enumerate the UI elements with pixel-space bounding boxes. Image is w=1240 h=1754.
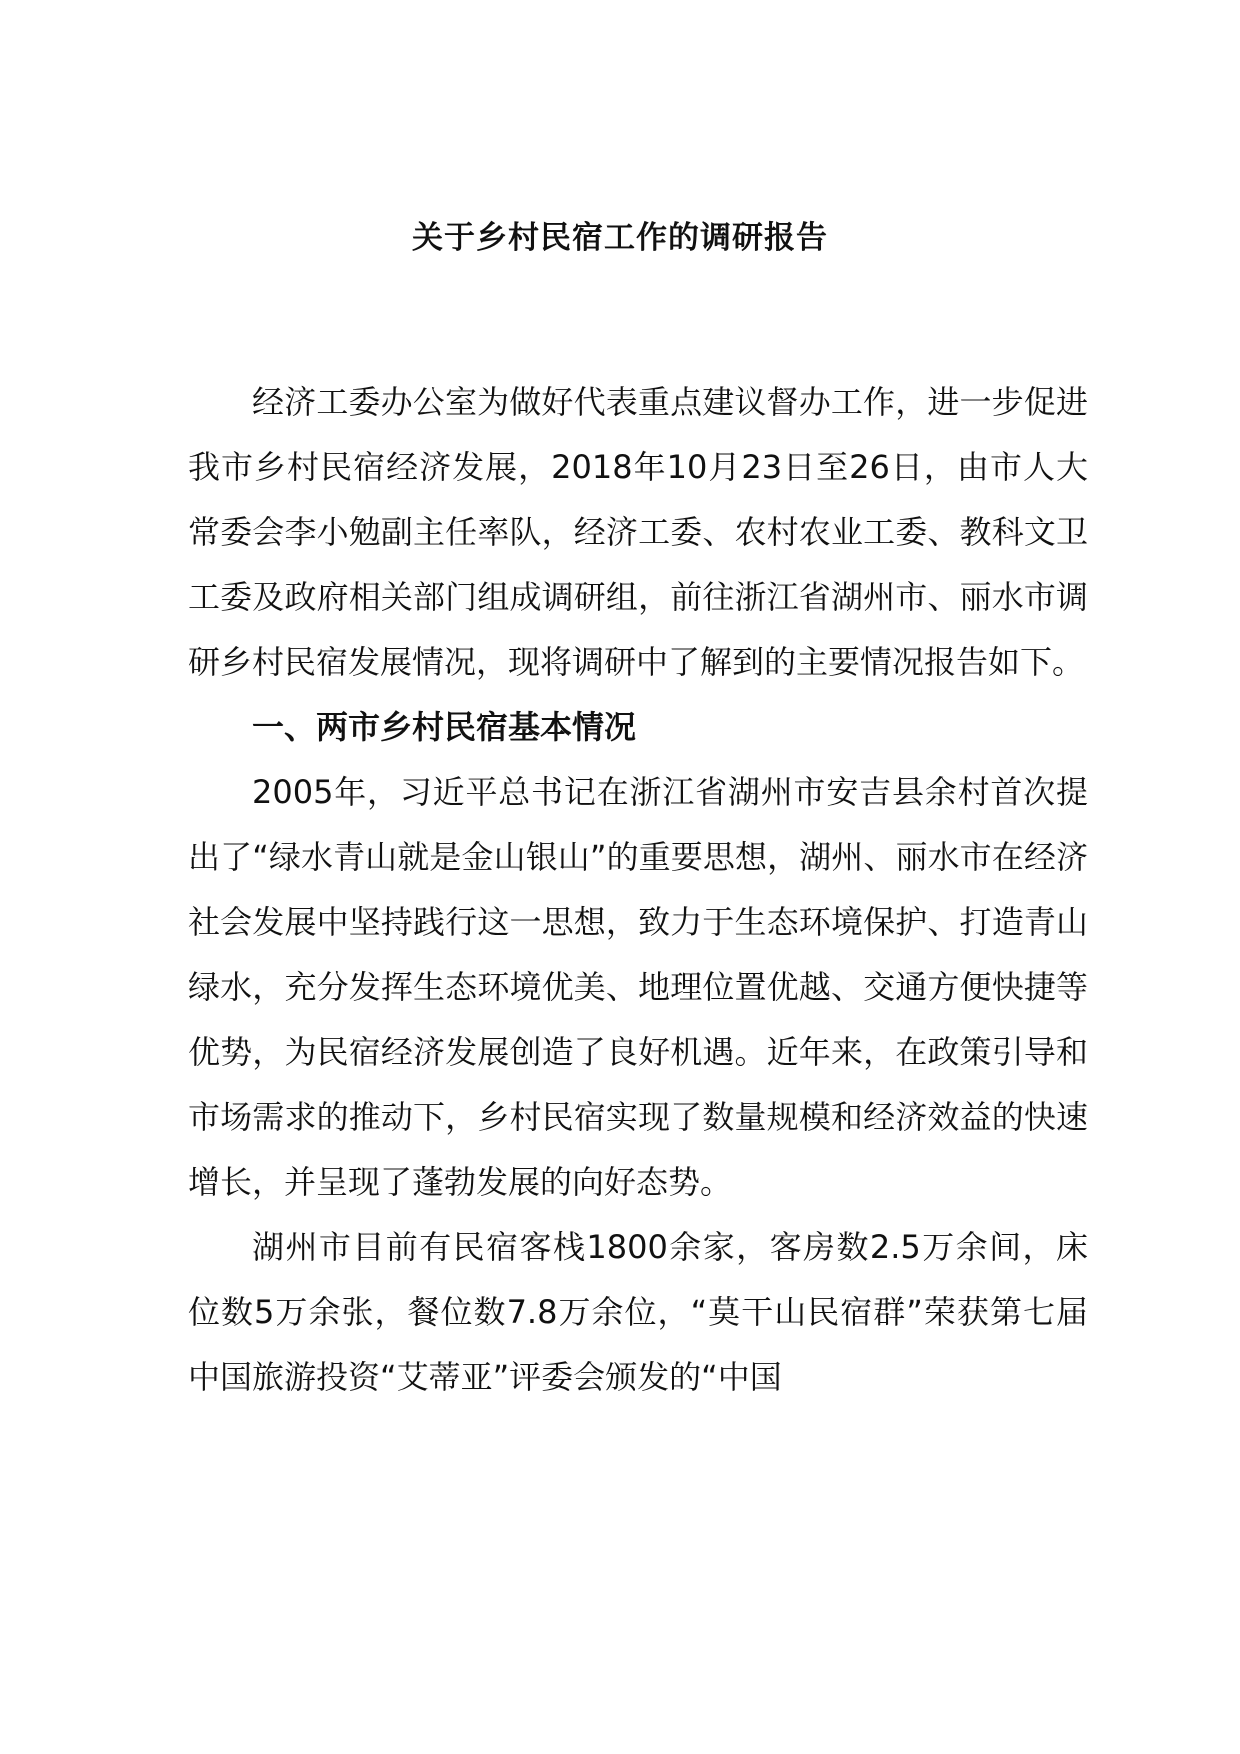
section-heading: 一、两市乡村民宿基本情况	[252, 708, 637, 746]
intro-paragraph: 经济工委办公室为做好代表重点建议督办工作，进一步促进我市乡村民宿经济发展，2018年10月23日至26日，由市人大常委会李小勉副主任率队，经济工委、农村农业工委、教科文卫工委及政府相关部门组成调研组，前往浙江省湖州市、丽水市调研乡村民宿发展情况，现将调研中了解到的主要情况报告如下。	[188, 383, 1088, 681]
section-paragraph: 湖州市目前有民宿客栈1800余家，客房数2.5万余间，床位数5万余张，餐位数7.8万余位，“莫干山民宿群”荣获第七届中国旅游投资“艾蒂亚”评委会颁发的“中国	[188, 1228, 1088, 1396]
section-paragraph: 2005年，习近平总书记在浙江省湖州市安吉县余村首次提出了“绿水青山就是金山银山”的重要思想，湖州、丽水市在经济社会发展中坚持践行这一思想，致力于生态环境保护、打造青山绿水，充分发挥生态环境优美、地理位置优越、交通方便快捷等优势，为民宿经济发展创造了良好机遇。近年来，在政策引导和市场需求的推动下，乡村民宿实现了数量规模和经济效益的快速增长，并呈现了蓬勃发展的向好态势。	[188, 773, 1088, 1201]
document-title: 关于乡村民宿工作的调研报告	[412, 220, 828, 256]
document-body	[188, 370, 1088, 1410]
